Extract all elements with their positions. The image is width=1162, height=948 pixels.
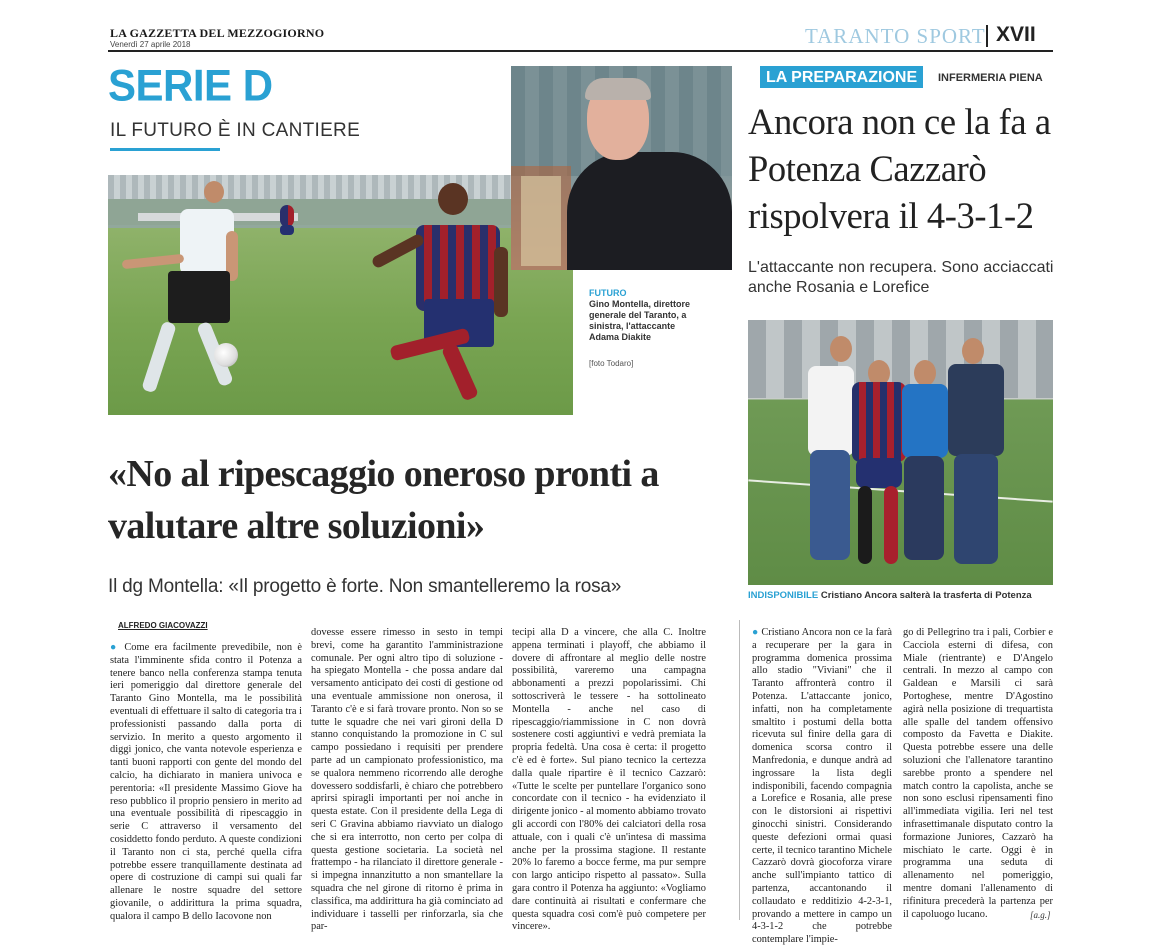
article-signature: [a.g.] bbox=[1030, 910, 1051, 920]
column-text: Come era facilmente prevedibile, non è stata l'imminente sfida contro il Potenza a tenere banco nella conferenza stampa tenuta ieri pomeriggio dal direttore generale del Taranto Gino Montella, ma le possibilità eventuali di effettuare il salto di categoria tra i professionisti passando dalla porta di servizio. In merito a questo argomento il diggì jonico, che vanta notevole esperienza e tanti buoni rapporti con gente del mondo del calcio, ha dichiarato in maniera univoca e perentoria: «Il presidente Massimo Giove ha reso pubblico il proprio pensiero in merito ad una eventuale possibilità di ripescaggio in serie C attraverso il versamento del cosiddetto fondo perduto. A queste condizioni il Taranto non ci sta, perché quella cifra potrebbe essere tranquillamente destinata ad opere di costruzione di campi sui quali far allenare le nostre squadre del settore giovanile, o addirittura la prima squadra, qualora il campo B dello Iacovone non bbox=[110, 642, 302, 922]
photo-credit: [foto Todaro] bbox=[589, 359, 634, 368]
kicker-underline bbox=[110, 148, 220, 151]
main-headline: «No al ripescaggio oneroso pronti a valutare altre soluzioni» bbox=[108, 453, 659, 547]
kicker-title: SERIE D bbox=[108, 60, 273, 111]
column-text: dovesse essere rimesso in sesto in tempi brevi, come ha garantito l'amministrazione comunale. Per ogni altro tipo di soluzione - ha spiegato Montella - che possa andare dal versamento anticipato dei costi di gestione od una eventuale ammissione non onerosa, il Taranto c'è e si farà trovare pronto. Non so se tutte le squadre che nei vari gironi della D stanno conquistando la promozione in C sul campo possiedano i requisiti per prendere parte ad un campionato professionistico, ma se qualora nemmeno ricorrendo alle deroghe dovessero soddisfarli, è chiaro che potrebbero aprirsi spiragli importanti per noi anche in questa estate. Con il presidente della Lega di seri C Gravina abbiamo riavviato un dialogo che si era interrotto, non certo per colpa di questa gestione societaria. La società nel frattempo - ha rilanciato il direttore generale - si impegna innanzitutto a non smantellare la squadra che nel girone di ritorno è prima in classifica, ma addirittura ha già cominciato ad individuare i tasselli per rinforzarla, sia che par- bbox=[311, 627, 503, 933]
main-article-column-3 bbox=[512, 627, 706, 934]
page-number: XVII bbox=[996, 23, 1036, 46]
right-article-column-2 bbox=[903, 627, 1053, 921]
photo-caption-text: Gino Montella, direttore generale del Taranto, a sinistra, l'attaccante Adama Diakite bbox=[589, 299, 691, 342]
director-photo bbox=[511, 66, 732, 270]
main-article-column-2 bbox=[311, 627, 503, 934]
column-divider bbox=[739, 620, 740, 920]
injury-caption-label: INDISPONIBILE bbox=[748, 590, 819, 601]
section-divider bbox=[986, 25, 988, 47]
main-subhead: Il dg Montella: «Il progetto è forte. Non smantelleremo la rosa» bbox=[108, 576, 622, 597]
author-byline: ALFREDO GIACOVAZZI bbox=[118, 621, 208, 630]
photo-caption-label: FUTURO bbox=[589, 288, 627, 298]
main-article-column-1 bbox=[110, 642, 302, 924]
right-article-subhead: L'attaccante non recupera. Sono acciaccati anche Rosania e Lorefice bbox=[748, 259, 1054, 296]
injury-photo-caption bbox=[748, 590, 1032, 601]
right-article-headline: Ancora non ce la fa a Potenza Cazzarò rispolvera il 4-3-1-2 bbox=[748, 101, 1051, 236]
injury-caption-text: Cristiano Ancora salterà la trasferta di Potenza bbox=[820, 590, 1032, 601]
column-text: Cristiano Ancora non ce la farà a recuperare per la gara in programma domenica prossima allo stadio "Viviani" che il Taranto affronterà contro il Potenza. L'attaccante jonico, infatti, non ha completamente smaltito i postumi della botta ricevuta sul finire della gara di domenica scorsa contro il Manfredonia, e dunque andrà ad ingrossare la lista degli indisponibili, facendo compagnia a Lorefice e Rosania, alle prese con le distorsioni ai rispettivi ginocchi sinistri. Considerando queste defezioni ormai quasi certe, il tecnico tarantino Michele Cazzarò dovrà giocoforza virare anche sull'impianto tattico di partenza, accantonando il collaudato e redditizio 4-2-3-1, provando a mettere in campo un 4-3-1-2 che potrebbe contemplare l'impie- bbox=[752, 627, 892, 946]
right-article-column-1 bbox=[752, 627, 892, 947]
newspaper-name: LA GAZZETTA DEL MEZZOGIORNO bbox=[110, 26, 325, 40]
injury-photo bbox=[748, 320, 1053, 585]
kicker-subtitle: IL FUTURO È IN CANTIERE bbox=[110, 120, 361, 141]
issue-date: Venerdì 27 aprile 2018 bbox=[110, 40, 191, 49]
bullet-icon: ● bbox=[110, 642, 125, 653]
section-title: TARANTO SPORT bbox=[805, 24, 986, 48]
right-article-sublabel: INFERMERIA PIENA bbox=[938, 72, 1043, 84]
column-text: go di Pellegrino tra i pali, Corbier e Cacciola esterni di difesa, con Miale (rientrante) e D'Angelo centrali. In mezzo al campo con Galdean e Marsili ci sarà Portoghese, mentre D'Agostino agirà nella posizione di trequartista alle spalle del tandem offensivo composto da Favetta e Diakite. Questa potrebbe essere una delle soluzioni che l'allenatore tarantino sarebbe pronto a spendere nel match contro la capolista, anche se non sono esclusi ripensamenti fino all'immediata vigilia. Ieri nel test infrasettimanale disputato contro la formazione Juniores, Cazzarò ha mischiato le carte. Oggi è in programma una seduta di allenamento nel pomeriggio, mentre domani l'allenamento di rifinitura precederà la partenza per il capoluogo lucano. bbox=[903, 627, 1053, 920]
masthead-rule bbox=[108, 50, 1053, 52]
right-article-label: LA PREPARAZIONE bbox=[760, 66, 923, 88]
column-text: tecipi alla D a vincere, che alla C. Inoltre appena terminati i playoff, che abbiamo il dovere di affrontare al meglio delle nostre possibilità, vareremo una campagna abbonamenti a prezzi popolarissimi. Chi sottoscriverà le tessere - ha sottolineato Montella - anche nel caso di ripescaggio/riammissione in C non dovrà sostenere costi aggiuntivi e vedrà premiata la propria fedeltà. Una cosa è certa: il progetto c'è ed è forte». Sul piano tecnico la certezza dalla quale ripartire è il tecnico Cazzarò: «Tutte le scelte per puntellare l'organico sono concordate con il tecnico - ha evidenziato il dirigente jonico - al momento abbiamo trovato gli accordi con l'80% dei calciatori della rosa attuale, con i quali c'è un'intesa di massima anche per la prossima stagione. Il restante 20% lo faremo a bocce ferme, ma pur sempre con largo anticipo rispetto al passato». Sulla gara contro il Potenza ha aggiunto: «Vogliamo dare continuità ai risultati e confermare che questa squadra così com'è può competere per vincere». bbox=[512, 627, 706, 933]
match-photo bbox=[108, 175, 573, 415]
bullet-icon: ● bbox=[752, 627, 762, 638]
